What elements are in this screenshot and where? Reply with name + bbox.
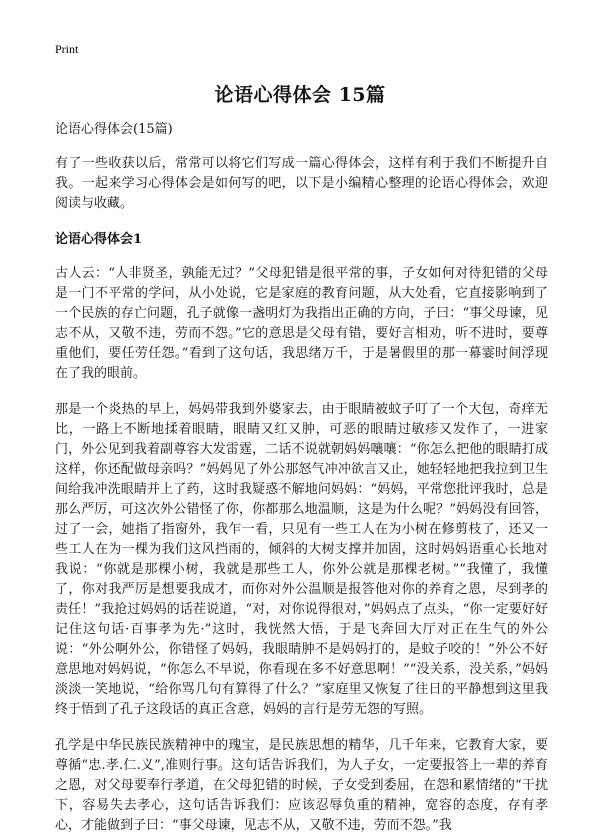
section-heading: 论语心得体会1 [55,232,143,247]
body-paragraph-3: 孔学是中华民族民族精神中的瑰宝，是民族思想的精华，几千年来，它教育大家，要尊循“忠.孝.仁.义”,准则行事。这句话告诉我们，为人子女，一定要报答上一辈的养育之恩，对父母要奉行孝道，在父母犯错的时候，子女受到委屈，在怨和累情绪的“干扰下，容易失去孝心，这句话告诉我们：应该忍辱负重的精神，宽容的态度，存有孝心，才能做到子曰：“事父母谏，见志不从，又敬不违，劳而不怨。”我 [55,738,548,833]
intro-paragraph: 有了一些收获以后，常常可以将它们写成一篇心得体会，这样有利于我们不断提升自我。一起来学习心得体会是如何写的吧，以下是小编精心整理的论语心得体会，欢迎阅读与收藏。 [55,156,548,211]
print-link[interactable]: Print [55,42,79,56]
document-body [55,120,548,836]
document-subtitle: 论语心得体会(15篇) [55,122,173,137]
page-title: 论语心得体会 15篇 [214,84,386,106]
body-paragraph-2: 那是一个炎热的早上，妈妈带我到外婆家去，由于眼睛被蚊子叮了一个大包，奇痒无比，一路上不断地揉着眼睛，眼睛又红又肿，可恶的眼睛过敏疹又发作了，一进家门，外公见到我着副尊容大发雷霆，二话不说就朝妈妈嚷嚷：“你怎么把他的眼睛打成这样，你还配做母亲吗？”妈妈见了外公那怒气冲冲欲言又止，她轻轻地把我拉到卫生间给我冲洗眼睛并上了药，这时我疑惑不解地问妈妈：“妈妈，平常您批评我时，总是那么严厉，可这次外公错怪了你，你都那么地温顺，这是为什么呢？”妈妈没有回答，过了一会，她指了指窗外，我乍一看，只见有一些工人在为小树在修剪枝了，还又一些工人在为一棵为我们这风挡雨的，倾斜的大树支撑并加固，这时妈妈语重心长地对我说：“你就是那棵小树，我就是那些工人，你外公就是那棵老树。”“我懂了，我懂了，你对我严厉是想要我成才，而你对外公温顺是报答他对你的养育之恩，尽到孝的责任！”我抢过妈妈的话茬说道，“对，对你说得很对，”妈妈点了点头，“你一定要好好记住这句话·百事孝为先·”这时，我恍然大悟，于是飞奔回大厅对正在生气的外公说：“外公啊外公，你错怪了妈妈，我眼睛肿不是妈妈打的，是蚊子咬的！”外公不好意思地对妈妈说，“你怎么不早说，你看现在多不好意思啊！”“没关系，没关系，”妈妈淡淡一笑地说，“给你骂几句有算得了什么？”家庭里又恢复了往日的平静想到这里我终于悟到了孔子这段话的真正含意，妈妈的言行是劳无怨的写照。 [55,402,548,717]
body-paragraph-1: 古人云：“人非贤圣，孰能无过？”父母犯错是很平常的事，子女如何对待犯错的父母是一门不平常的学问，从小处说，它是家庭的教育问题，从大处看，它直接影响到了一个民族的存亡问题，孔子就像一盏明灯为我指出正确的方向，子曰：“事父母谏，见志不从，又敬不违，劳而不怨。”它的意思是父母有错，要好言相劝，听不进时，要尊重他们，要任劳任怨。”看到了这句话，我思绪万千，于是暑假里的那一幕霎时间浮现在了我的眼前。 [55,266,548,381]
